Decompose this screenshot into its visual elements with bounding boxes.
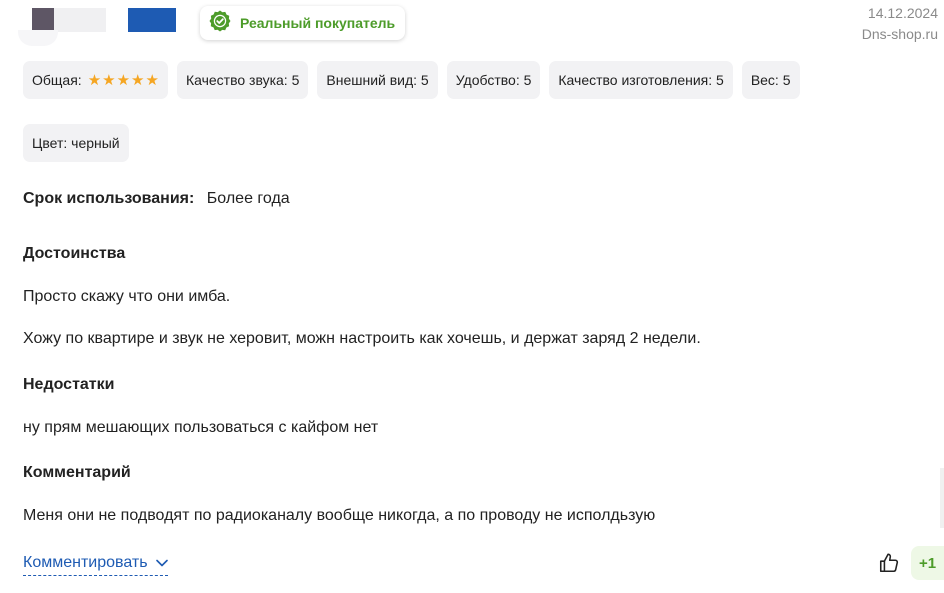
comment-title: Комментарий: [23, 464, 131, 481]
star-icon: ★: [102, 71, 116, 89]
usage-period: [23, 190, 290, 208]
rating-chip-overall: [23, 61, 168, 99]
advantages-text-line-1: Просто скажу что они имба.: [23, 288, 231, 305]
scroll-edge: [940, 468, 944, 528]
verified-buyer-badge: [200, 6, 405, 40]
rating-chip-weight: Вес: 5: [742, 61, 800, 99]
like-count-badge: +1: [911, 546, 944, 580]
rating-stars: [88, 73, 159, 88]
ratings-row: [23, 61, 800, 99]
advantages-title: Достоинства: [23, 245, 126, 262]
rating-chip-build-quality: Качество изготовления: 5: [549, 61, 732, 99]
review-date: 14.12.2024: [867, 5, 938, 21]
comment-text: Меня они не подводят по радиоканалу вообще никогда, а по проводу не исполдьзую: [23, 507, 656, 524]
chevron-down-icon: [156, 554, 168, 572]
disadvantages-text: ну прям мешающих пользоваться с кайфом нет: [23, 419, 379, 436]
rating-chip-comfort: Удобство: 5: [447, 61, 541, 99]
usage-period-value: Более года: [206, 190, 290, 207]
thumbs-up-icon[interactable]: [876, 550, 902, 576]
star-icon: ★: [87, 71, 102, 89]
rating-chip-appearance: Внешний вид: 5: [317, 61, 437, 99]
usage-period-label: Срок использования:: [23, 190, 195, 207]
rating-overall-label: Общая:: [32, 72, 82, 88]
disadvantages-title: Недостатки: [23, 376, 115, 393]
color-chip: Цвет: черный: [23, 124, 129, 162]
advantages-text-line-2: Хожу по квартире и звук не херовит, можн настроить как хочешь, и держат заряд 2 недели.: [23, 330, 701, 347]
verified-check-icon: [208, 9, 232, 38]
star-icon: ★: [131, 71, 145, 89]
comment-button-label: Комментировать: [23, 554, 148, 571]
verified-buyer-label: Реальный покупатель: [240, 15, 396, 31]
star-icon: ★: [116, 71, 131, 89]
comment-button[interactable]: [23, 551, 168, 576]
rating-chip-sound: Качество звука: 5: [177, 61, 308, 99]
review-source: Dns-shop.ru: [861, 26, 938, 42]
star-icon: ★: [145, 71, 159, 89]
author-avatar-blurred: [18, 0, 198, 48]
